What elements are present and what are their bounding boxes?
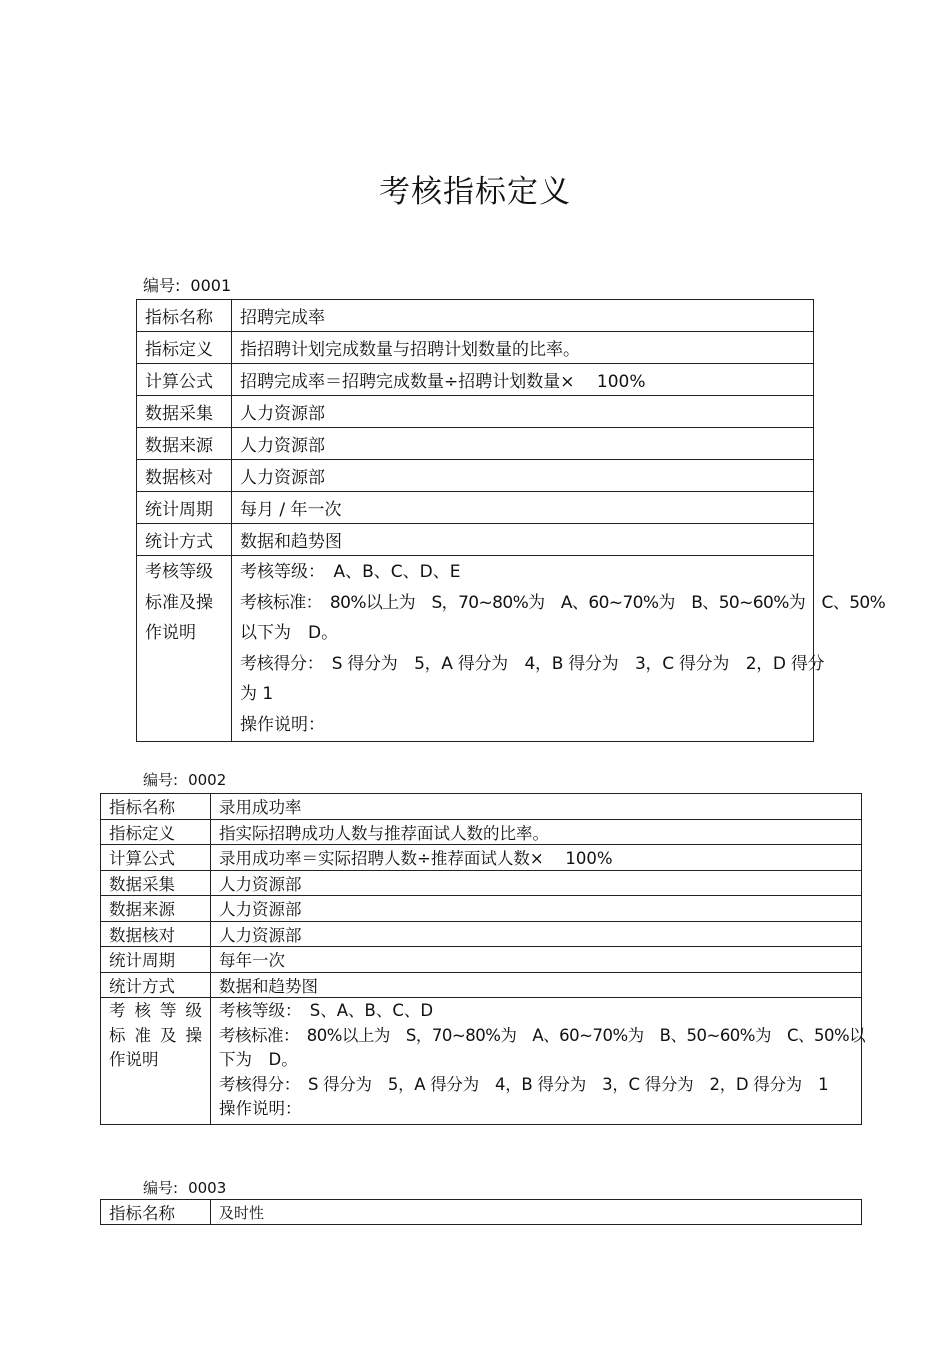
row-value: 人力资源部 bbox=[232, 460, 814, 492]
indicator-table-0003 bbox=[100, 1199, 862, 1225]
table-row bbox=[101, 1200, 862, 1225]
table-row bbox=[101, 794, 862, 820]
standard-row bbox=[137, 556, 814, 742]
row-value: 人力资源部 bbox=[232, 396, 814, 428]
indicator-table-0001 bbox=[136, 299, 886, 742]
code-value: 0002 bbox=[188, 771, 227, 789]
row-value: 人力资源部 bbox=[211, 921, 862, 947]
table-row bbox=[101, 845, 862, 871]
row-key: 数据核对 bbox=[101, 921, 211, 947]
table-row bbox=[137, 332, 814, 364]
standard-key bbox=[101, 998, 211, 1125]
standard-line: 操作说明： bbox=[219, 1099, 302, 1118]
row-key: 指标定义 bbox=[101, 819, 211, 845]
table-row bbox=[137, 460, 814, 492]
row-key: 数据核对 bbox=[137, 460, 232, 492]
indicator-table-0002 bbox=[100, 793, 866, 1125]
code-label: 编号: bbox=[143, 771, 179, 789]
row-value: 每年一次 bbox=[211, 947, 862, 973]
table-row bbox=[101, 819, 862, 845]
table-row bbox=[137, 428, 814, 460]
row-value: 招聘完成率 bbox=[232, 300, 814, 332]
code-label: 编号: bbox=[143, 276, 181, 295]
row-value: 数据和趋势图 bbox=[211, 972, 862, 998]
row-key: 数据来源 bbox=[101, 896, 211, 922]
standard-line: 考核标准： 80%以上为 S，70~80%为 A、60~70%为 B、50~60%为 C、50% bbox=[240, 592, 886, 613]
standard-line: 以下为 D。 bbox=[240, 623, 339, 643]
table-row bbox=[137, 524, 814, 556]
row-key: 统计方式 bbox=[137, 524, 232, 556]
table-row bbox=[101, 972, 862, 998]
standard-line: 考核等级： A、B、C、D、E bbox=[240, 562, 461, 582]
row-key: 数据采集 bbox=[137, 396, 232, 428]
standard-value bbox=[232, 556, 886, 742]
row-key: 数据来源 bbox=[137, 428, 232, 460]
standard-key-line: 作说明 bbox=[109, 1050, 159, 1069]
row-key: 统计周期 bbox=[101, 947, 211, 973]
row-key: 统计方式 bbox=[101, 972, 211, 998]
row-key: 指标定义 bbox=[137, 332, 232, 364]
row-key: 数据采集 bbox=[101, 870, 211, 896]
row-value: 指实际招聘成功人数与推荐面试人数的比率。 bbox=[211, 819, 862, 845]
standard-line: 考核得分： S 得分为 5，A 得分为 4，B 得分为 3，C 得分为 2，D 得分 bbox=[240, 653, 825, 674]
indicator-code bbox=[143, 1177, 226, 1198]
standard-line: 考核标准： 80%以上为 S，70~80%为 A、60~70%为 B、50~60%为 C、50%以 bbox=[219, 1025, 866, 1045]
row-value: 人力资源部 bbox=[232, 428, 814, 460]
row-key: 计算公式 bbox=[137, 364, 232, 396]
table-row bbox=[101, 896, 862, 922]
standard-key-line: 作说明 bbox=[145, 623, 196, 643]
standard-key-line: 标准及操 bbox=[109, 1025, 202, 1045]
standard-key-line: 考核等级 bbox=[145, 562, 213, 582]
row-key: 计算公式 bbox=[101, 845, 211, 871]
row-value: 录用成功率＝实际招聘人数÷推荐面试人数× 100% bbox=[211, 845, 862, 871]
row-value: 每月 / 年一次 bbox=[232, 492, 814, 524]
standard-line: 操作说明： bbox=[240, 714, 325, 735]
table-row bbox=[101, 947, 862, 973]
standard-line: 下为 D。 bbox=[219, 1050, 298, 1069]
standard-line: 为 1 bbox=[240, 684, 274, 704]
row-value: 数据和趋势图 bbox=[232, 524, 814, 556]
page-title: 考核指标定义 bbox=[379, 174, 571, 210]
standard-line: 考核等级： S、A、B、C、D bbox=[219, 1001, 434, 1020]
row-value: 招聘完成率＝招聘完成数量÷招聘计划数量× 100% bbox=[232, 364, 814, 396]
row-value: 指招聘计划完成数量与招聘计划数量的比率。 bbox=[232, 332, 814, 364]
table-row bbox=[137, 492, 814, 524]
standard-line: 考核得分： S 得分为 5，A 得分为 4，B 得分为 3，C 得分为 2，D 得分为 1 bbox=[219, 1074, 829, 1094]
row-key: 指标名称 bbox=[101, 794, 211, 820]
table-row bbox=[101, 870, 862, 896]
row-key: 指标名称 bbox=[101, 1200, 211, 1225]
row-value: 人力资源部 bbox=[211, 870, 862, 896]
standard-key-line: 标准及操 bbox=[145, 592, 213, 613]
table-row bbox=[137, 364, 814, 396]
code-value: 0001 bbox=[190, 276, 232, 295]
row-key: 统计周期 bbox=[137, 492, 232, 524]
row-value: 及时性 bbox=[211, 1200, 862, 1225]
row-value: 人力资源部 bbox=[211, 896, 862, 922]
code-value: 0003 bbox=[188, 1179, 227, 1197]
indicator-code bbox=[143, 769, 226, 790]
code-label: 编号: bbox=[143, 1179, 179, 1197]
table-row bbox=[137, 300, 814, 332]
table-row bbox=[101, 921, 862, 947]
indicator-code bbox=[143, 273, 231, 296]
table-row bbox=[137, 396, 814, 428]
standard-value bbox=[211, 998, 866, 1125]
row-value: 录用成功率 bbox=[211, 794, 862, 820]
standard-key-line: 考核等级 bbox=[109, 1001, 202, 1020]
standard-row bbox=[101, 998, 862, 1125]
standard-key bbox=[137, 556, 232, 742]
row-key: 指标名称 bbox=[137, 300, 232, 332]
